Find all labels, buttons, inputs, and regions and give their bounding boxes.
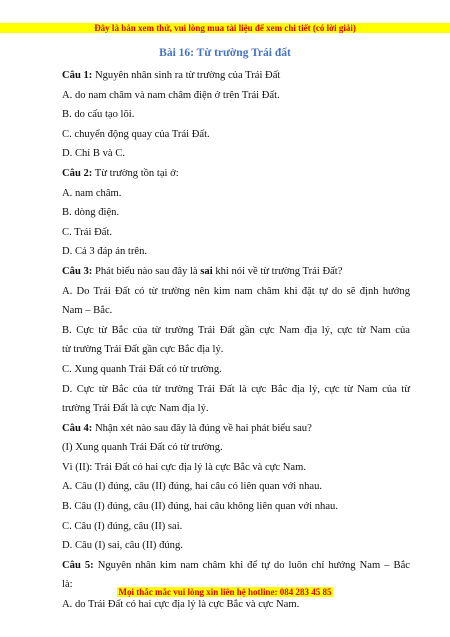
question-5 bbox=[62, 556, 410, 615]
question-stem: Câu 4: Nhận xét nào sau đây là đúng về hai phát biểu sau? bbox=[62, 422, 312, 434]
question-list bbox=[62, 66, 410, 615]
option-c: C. Câu (I) đúng, câu (II) sai. bbox=[62, 520, 183, 532]
option-b: B. do cấu tạo lõi. bbox=[62, 109, 135, 121]
option-b: B. dòng điện. bbox=[62, 207, 120, 219]
emphasis-word: sai bbox=[200, 265, 213, 277]
option-c: C. chuyển động quay của Trái Đất. bbox=[62, 128, 210, 140]
option-c: C. Trái Đất. bbox=[62, 226, 113, 238]
question-3 bbox=[62, 262, 410, 419]
option-b-continued: từ trường Trái Đất gần cực Bắc địa lý. bbox=[62, 344, 224, 356]
question-label: Câu 3: bbox=[62, 265, 93, 277]
question-2 bbox=[62, 164, 410, 262]
page-title: Bài 16: Từ trường Trái đất bbox=[159, 47, 291, 59]
option-d: D. Chỉ B và C. bbox=[62, 148, 125, 160]
statement-2: Vì (II): Trái Đất có hai cực địa lý là cực Bắc và cực Nam. bbox=[62, 461, 307, 473]
option-d: D. Câu (I) sai, câu (II) đúng. bbox=[62, 540, 183, 552]
option-d: D. Cực từ Bắc của từ trường Trái Đất là cực Bắc địa lý, cực từ Nam của từ bbox=[62, 383, 410, 395]
contact-footer: Mọi thắc mắc vui lòng xin liên hệ hotline: 084 283 45 85 bbox=[118, 587, 332, 597]
question-label: Câu 2: bbox=[62, 167, 93, 179]
question-label: Câu 5: bbox=[62, 559, 94, 571]
question-label: Câu 1: bbox=[62, 70, 93, 81]
question-stem-continued: là: bbox=[62, 579, 73, 591]
option-d-continued: trường Trái Đất là cực Nam địa lý. bbox=[62, 403, 209, 415]
question-1 bbox=[62, 66, 410, 164]
statement-1: (I) Xung quanh Trái Đất có từ trường. bbox=[62, 442, 223, 454]
option-a: A. Câu (I) đúng, câu (II) đúng, hai câu có liên quan với nhau. bbox=[62, 481, 323, 493]
preview-banner: Đây là bản xem thử, vui lòng mua tài liệu để xem chi tiết (có lời giải) bbox=[0, 23, 450, 33]
option-a-continued: Nam – Bắc. bbox=[62, 305, 113, 317]
option-a: A. do Trái Đất có hai cực địa lý là cực Bắc và cực Nam. bbox=[62, 599, 300, 611]
question-stem: Câu 1: Nguyên nhân sinh ra từ trường của Trái Đất bbox=[62, 70, 281, 81]
question-label: Câu 4: bbox=[62, 422, 93, 434]
option-a: A. nam châm. bbox=[62, 187, 122, 199]
option-d: D. Cả 3 đáp án trên. bbox=[62, 246, 148, 258]
question-stem: Câu 5: Nguyên nhân kim nam châm khi để tự do luôn chỉ hướng Nam – Bắc bbox=[62, 559, 410, 571]
option-a: A. Do Trái Đất có từ trường nên kim nam châm khi đặt tự do sẽ định hướng bbox=[62, 285, 410, 297]
option-a: A. do nam châm và nam châm điện ở trên Trái Đất. bbox=[62, 89, 280, 101]
option-b: B. Câu (I) đúng, câu (II) đúng, hai câu không liên quan với nhau. bbox=[62, 501, 338, 513]
question-stem: Câu 2: Từ trường tồn tại ở: bbox=[62, 167, 179, 179]
question-stem: Câu 3: Phát biểu nào sau đây là sai khi nói về từ trường Trái Đất? bbox=[62, 265, 343, 277]
option-b: B. Cực từ Bắc của từ trường Trái Đất gần cực Nam địa lý, cực từ Nam của bbox=[62, 324, 410, 336]
option-c: C. Xung quanh Trái Đất có từ trường. bbox=[62, 363, 222, 375]
question-4 bbox=[62, 419, 410, 556]
